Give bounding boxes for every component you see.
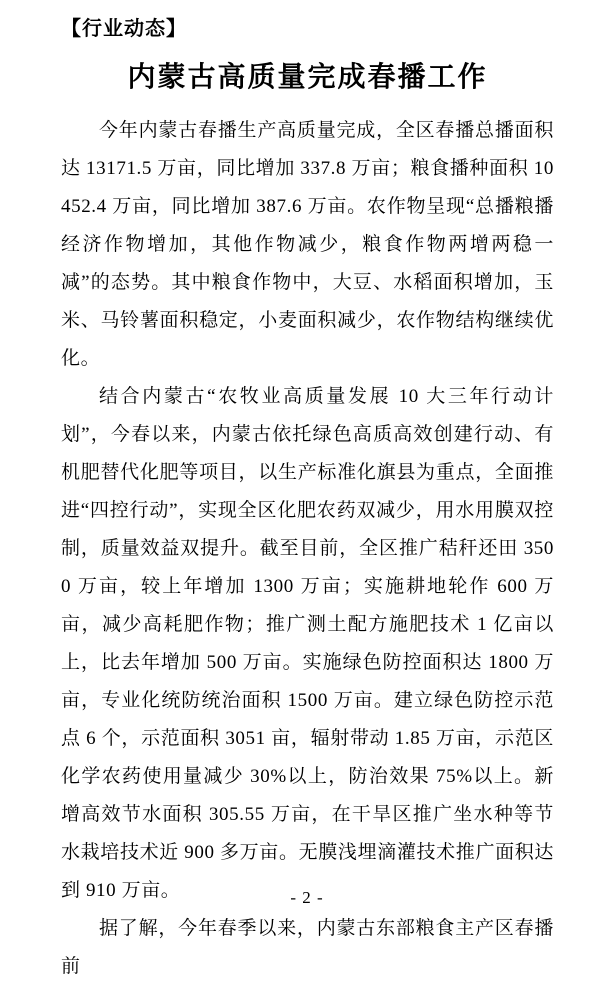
paragraph-1: 今年内蒙古春播生产高质量完成，全区春播总播面积达 13171.5 万亩，同比增加 337.8 万亩；粮食播种面积 10452.4 万亩，同比增加 387.6 万亩。农作物呈现“总播粮播经济作物增加，其他作物减少，粮食作物两增两稳一减”的态势。其中粮食作物中，大豆、水稻面积增加，玉米、马铃薯面积稳定，小麦面积减少，农作物结构继续优化。: [61, 120, 554, 369]
article-body: [61, 112, 554, 986]
section-label: 【行业动态】: [61, 18, 187, 40]
page-number: - 2 -: [290, 888, 324, 907]
article-title: 内蒙古高质量完成春播工作: [127, 62, 488, 93]
paragraph-3: 据了解，今年春季以来，内蒙古东部粮食主产区春播前: [61, 918, 554, 977]
paragraph-2: 结合内蒙古“农牧业高质量发展 10 大三年行动计划”，今春以来，内蒙古依托绿色高质高效创建行动、有机肥替代化肥等项目，以生产标准化旗县为重点，全面推进“四控行动”，实现全区化肥农药双减少，用水用膜双控制，质量效益双提升。截至目前，全区推广秸秆还田 3500 万亩，较上年增加 1300 万亩；实施耕地轮作 600 万亩，减少高耗肥作物；推广测土配方施肥技术 1 亿亩以上，比去年增加 500 万亩。实施绿色防控面积达 1800 万亩，专业化统防统治面积 1500 万亩。建立绿色防控示范点 6 个，示范面积 3051 亩，辐射带动 1.85 万亩，示范区化学农药使用量减少 30%以上，防治效果 75%以上。新增高效节水面积 305.55 万亩，在干旱区推广坐水种等节水栽培技术近 900 多万亩。无膜浅埋滴灌技术推广面积达到 910 万亩。: [61, 386, 554, 901]
